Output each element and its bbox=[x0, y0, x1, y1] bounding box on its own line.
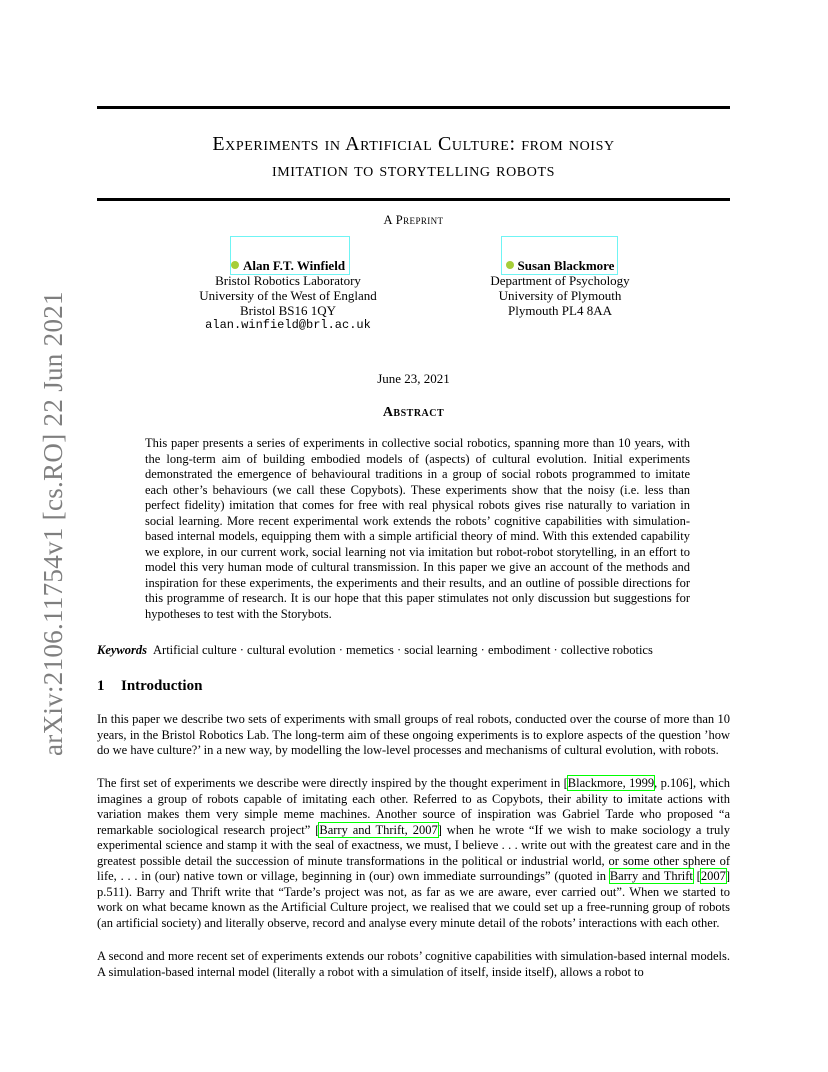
section-heading bbox=[97, 678, 202, 695]
author-name[interactable]: Susan Blackmore bbox=[517, 258, 615, 273]
author-affiliation: University of Plymouth bbox=[498, 288, 622, 303]
citation-separator: , bbox=[404, 822, 413, 837]
title-line-1: Experiments in Artificial Culture: from noisy bbox=[212, 133, 615, 155]
title-top-rule bbox=[97, 106, 730, 109]
citation-link[interactable]: 2007 bbox=[700, 869, 726, 883]
author-email: alan.winfield@brl.ac.uk bbox=[205, 318, 371, 332]
author-name[interactable]: Alan F.T. Winfield bbox=[242, 258, 346, 273]
paragraph-text: , p.106], which imagines a group of robots capable of imitating each other. Referred to as Copybots, their ability to imitate actions with variation makes them very simple meme machines. Another source of inspiration was Gabriel Tarde who proposed “a remarkable sociological research project” [ bbox=[97, 776, 730, 837]
author-affiliation: University of the West of England bbox=[199, 288, 377, 303]
paragraph-text: The first set of experiments we describe were directly inspired by the thought experiment in [ bbox=[97, 776, 568, 790]
author-block-2 bbox=[472, 258, 648, 318]
section-number: 1 bbox=[97, 678, 105, 694]
keywords-line bbox=[97, 643, 730, 658]
paper-title bbox=[97, 131, 730, 183]
orcid-icon[interactable] bbox=[231, 261, 239, 269]
abstract-text: This paper presents a series of experiments in collective social robotics, spanning more than 10 years, with the long-term aim of building embodied models of (aspects) of cultural evolution. Initial experiments demonstrated the emergence of behavioural traditions in a group of social robots programmed to imitate each other’s behaviours (we call these Copybots). These experiments show that the noisy (i.e. less than perfect fidelity) imitation that comes for free with real physical robots gives rise naturally to variation in social learning. More recent experimental work extends the robots’ cognitive capabilities with simulation-based internal models, equipping them with a simple artificial theory of mind. With this extended capability we explore, in our current work, social learning not via imitation but robot-robot storytelling, in an effort to model this very human mode of cultural transmission. In this paper we give an account of the methods and inspiration for these experiments, the experiments and their results, and an outline of possible directions for this programme of research. It is our hope that this paper stimulates not only discussion but suggestions for hypotheses to test with the Storybots. bbox=[145, 436, 690, 621]
citation-link[interactable] bbox=[568, 776, 654, 790]
citation-link[interactable] bbox=[319, 823, 437, 837]
author-affiliation: Department of Psychology bbox=[490, 273, 630, 288]
citation-year[interactable]: 2007 bbox=[412, 822, 438, 837]
section-title: Introduction bbox=[121, 678, 203, 694]
paragraph-text: ] when he wrote “If we wish to make sociology a truly experimental science and stamp it with the seal of exactness, we must, I believe . . . write out with the greatest care and in the greatest possible detail the succession of minute transformations in the political or industrial world, or some other sphere of life, . . . in (our) native town or village, beginning in (our) own immediate surroundings” (quoted in bbox=[97, 822, 730, 883]
citation-separator: , bbox=[622, 776, 630, 790]
body-paragraph bbox=[97, 949, 730, 980]
citation-year[interactable]: 1999 bbox=[629, 776, 655, 790]
keywords-label: Keywords bbox=[97, 643, 147, 657]
body-paragraph bbox=[97, 776, 730, 931]
abstract-heading: Abstract bbox=[382, 405, 445, 420]
arxiv-identifier: arXiv:2106.11754v1 [cs.RO] 22 Jun 2021 bbox=[38, 291, 68, 756]
title-line-2: imitation to storytelling robots bbox=[271, 159, 555, 181]
author-block-1 bbox=[188, 258, 388, 333]
paragraph-text: In this paper we describe two sets of experiments with small groups of real robots, conducted over the course of more than 10 years, in the Bristol Robotics Lab. The long-term aim of these ongoing experiments is to explore aspects of the question ’how do we have culture?’ in a new way, by modelling the low-level processes and mechanisms of cultural evolution, with robots. bbox=[97, 712, 730, 757]
publication-date: June 23, 2021 bbox=[377, 371, 450, 386]
keywords-text: Artificial culture · cultural evolution · memetics · social learning · embodiment · collective robotics bbox=[153, 643, 653, 657]
preprint-label: A Preprint bbox=[383, 213, 444, 227]
author-affiliation: Bristol BS16 1QY bbox=[239, 303, 337, 318]
author-affiliation: Bristol Robotics Laboratory bbox=[215, 273, 361, 288]
citation-link[interactable]: Barry and Thrift bbox=[609, 869, 693, 883]
body-paragraph bbox=[97, 712, 730, 759]
author-affiliation: Plymouth PL4 8AA bbox=[507, 303, 612, 318]
citation-author[interactable]: Blackmore bbox=[567, 776, 623, 790]
paragraph-text: A second and more recent set of experiments extends our robots’ cognitive capabilities with simulation-based internal models. A simulation-based internal model (literally a robot with a simulation of itself, inside itself), allows a robot to bbox=[97, 949, 730, 979]
orcid-icon[interactable] bbox=[506, 261, 514, 269]
citation-author[interactable]: Barry and Thrift bbox=[319, 822, 405, 837]
paragraph-text: ] p.511). Barry and Thrift write that “Tarde’s project was not, as far as we are aware, ever carried out”. When we started to work on what became known as the Artificial Culture project, we realised that we could set up a free-running group of robots (an artificial society) and literally observe, record and analyse every minute detail of the robots’ interactions with each other. bbox=[97, 869, 730, 930]
title-bottom-rule bbox=[97, 198, 730, 201]
citation-separator: [ bbox=[692, 869, 701, 883]
